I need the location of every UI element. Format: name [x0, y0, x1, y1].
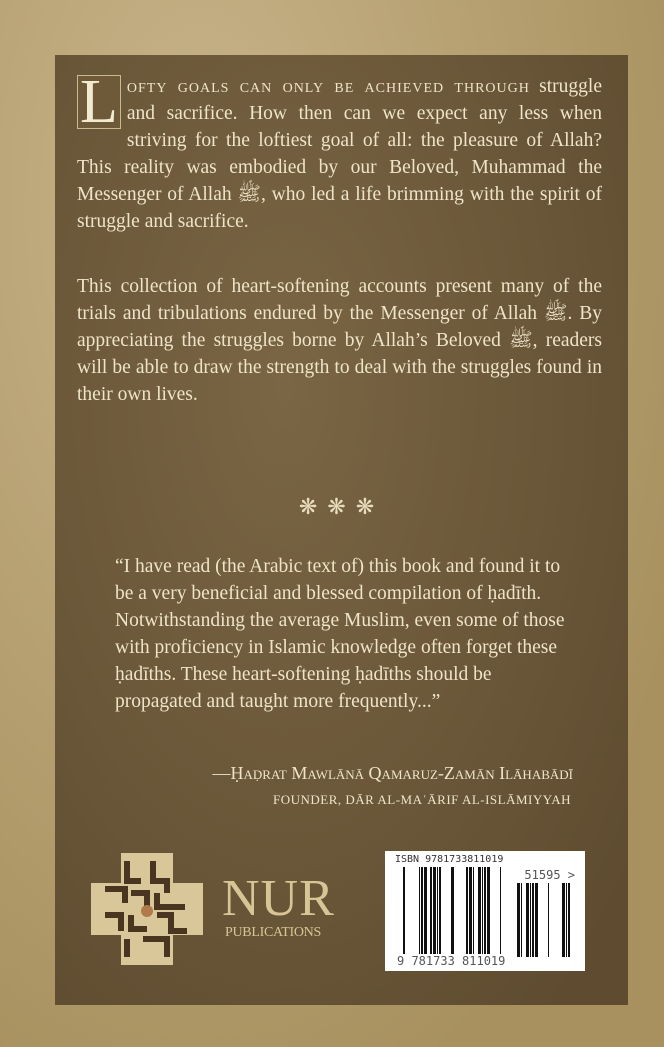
intro-text: struggle and sacrifice. How then can we expect any less when striving for the loftiest goal of all: the pleasure of Allah? This reality was embodied by our Beloved, Muhammad the Messenger of Allah ﷺ, who led a life brimming with the spirit of struggle and sacrifice.: [77, 76, 602, 232]
barcode-bar: [421, 867, 423, 959]
barcode-bar: [437, 867, 438, 959]
barcode-bar: [530, 883, 531, 957]
barcode-bar: [562, 883, 565, 957]
barcode-bars-main: [397, 867, 507, 959]
barcode-bar: [482, 867, 483, 959]
publisher-logo-icon: [91, 853, 203, 965]
ornament-divider-icon: ❋❋❋: [298, 495, 385, 520]
barcode-bar: [535, 883, 538, 957]
barcode-bar: [487, 867, 490, 959]
barcode-bar: [469, 867, 472, 959]
description-paragraph: This collection of heart-softening accounts present many of the trials and tribulations endured by the Messenger of Allah ﷺ. By appreciating the struggles borne by Allah’s Beloved ﷺ, readers will be able to draw the strength to deal with the struggles found in their own lives.: [77, 276, 602, 405]
barcode-bar: [430, 867, 432, 959]
barcode-number: 9 781733 811019: [397, 954, 506, 968]
barcode-bar: [433, 867, 436, 959]
barcode-bar: [424, 867, 427, 959]
barcode-bar: [478, 867, 481, 959]
barcode-bar: [419, 867, 420, 959]
barcode-bar: [484, 867, 486, 959]
barcode-bar: [403, 867, 405, 959]
isbn-label: ISBN 9781733811019: [395, 854, 504, 865]
barcode-bar: [451, 867, 454, 959]
intro-paragraph: [77, 68, 602, 235]
barcode-bar: [548, 883, 549, 957]
barcode-bar: [466, 867, 468, 959]
publisher-subtitle: PUBLICATIONS: [225, 925, 321, 940]
endorsement-quote: “I have read (the Arabic text of) this book and found it to be a very beneficial and blessed compilation of ḥadīth. Notwithstanding the average Muslim, even some of those with proficiency in Islamic knowledge often forget these ḥadīths. These heart-softening ḥadīths should be propagated and taught more frequently...”: [115, 556, 565, 712]
endorser-name: —Ḥaḍrat Mawlānā Qamaruz-Zamān Ilāhabādī: [212, 763, 573, 783]
barcode-bar: [532, 883, 534, 957]
drop-cap: L: [77, 75, 121, 129]
publisher-name: NUR: [222, 870, 335, 927]
barcode-bars-addon: [517, 883, 575, 957]
isbn-barcode: [385, 851, 585, 971]
barcode-bar: [568, 883, 570, 957]
barcode-bar: [517, 883, 520, 957]
barcode-bar: [500, 867, 501, 959]
barcode-bar: [521, 883, 522, 957]
lead-in-smallcaps: ofty goals can only be achieved through: [126, 76, 530, 97]
barcode-bar: [526, 883, 529, 957]
price-code: 51595 >: [524, 868, 575, 882]
endorser-title: FOUNDER, DĀR AL-MAʿĀRIF AL-ISLĀMIYYAH: [272, 792, 571, 807]
barcode-bar: [566, 883, 567, 957]
barcode-bar: [473, 867, 474, 959]
barcode-bar: [439, 867, 441, 959]
back-cover-panel: [55, 55, 628, 1005]
